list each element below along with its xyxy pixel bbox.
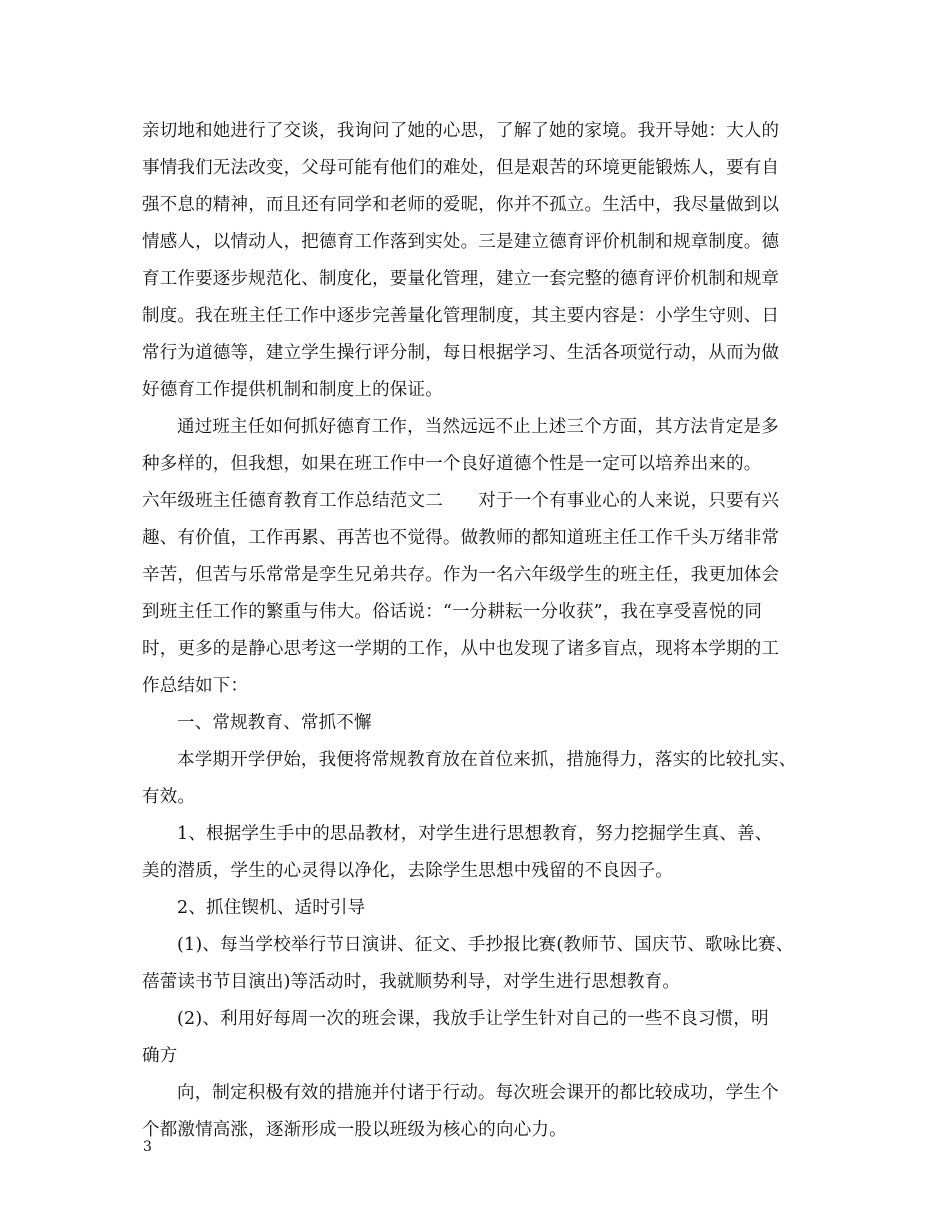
subheading-line: 一、常规教育、常抓不懈 [177,713,372,733]
subheading-line: 2、抓住锲机、适时引导 [177,898,366,918]
text-line: 个都激情高涨，逐渐形成一股以班级为核心的向心力。 [142,1120,567,1140]
section-heading: 六年级班主任德育教育工作总结范文二 对于一个有事业心的人来说，只要有兴 [142,491,780,511]
text-line: 时，更多的是静心思考这一学期的工作，从中也发现了诸多盲点，现将本学期的工 [142,639,780,659]
text-line: 确方 [142,1046,178,1066]
text-line: 有效。 [142,787,196,807]
text-line: 制度。我在班主任工作中逐步完善量化管理制度，其主要内容是：小学生守则、日 [142,306,780,326]
page-number: 3 [143,1139,152,1155]
text-line: 亲切地和她进行了交谈，我询问了她的心思，了解了她的家境。我开导她：大人的 [142,121,780,141]
text-line: 种多样的，但我想，如果在班工作中一个良好道德个性是一定可以培养出来的。 [142,454,762,474]
text-line: 趣、有价值，工作再累、再苦也不觉得。做教师的都知道班主任工作千头万绪非常 [142,528,780,548]
text-line: (1)、每当学校举行节日演讲、征文、手抄报比赛(教师节、国庆节、歌咏比赛、 [177,935,794,955]
text-line: 强不息的精神，而且还有同学和老师的爱昵，你并不孤立。生活中，我尽量做到以 [142,195,780,215]
text-line: 向，制定积极有效的措施并付诸于行动。每次班会课开的都比较成功，学生个 [177,1083,779,1103]
text-line: 本学期开学伊始，我便将常规教育放在首位来抓，措施得力，落实的比较扎实、 [177,750,797,770]
text-line: 蓓蕾读书节目演出)等活动时，我就顺势利导，对学生进行思想教育。 [142,972,681,992]
text-line: 好德育工作提供机制和制度上的保证。 [142,380,443,400]
text-line: (2)、利用好每周一次的班会课，我放手让学生针对自己的一些不良习惯，明 [177,1009,769,1029]
text-line: 辛苦，但苦与乐常常是孪生兄弟共存。作为一名六年级学生的班主任，我更加体会 [142,565,780,585]
text-line: 美的潜质，学生的心灵得以净化，去除学生思想中残留的不良因子。 [142,861,673,881]
text-line: 作总结如下： [142,676,249,696]
text-line: 1、根据学生手中的思品教材，对学生进行思想教育，努力挖掘学生真、善、 [177,824,773,844]
text-line: 到班主任工作的繁重与伟大。俗话说：“一分耕耘一分收获”，我在享受喜悦的同 [142,602,763,622]
text-line: 事情我们无法改变，父母可能有他们的难处，但是艰苦的环境更能锻炼人，要有自 [142,158,780,178]
text-line: 情感人，以情动人，把德育工作落到实处。三是建立德育评价机制和规章制度。德 [142,232,780,252]
text-line: 常行为道德等，建立学生操行评分制，每日根据学习、生活各项觉行动，从而为做 [142,343,780,363]
text-line: 通过班主任如何抓好德育工作，当然远远不止上述三个方面，其方法肯定是多 [177,417,779,437]
text-line: 育工作要逐步规范化、制度化，要量化管理，建立一套完整的德育评价机制和规章 [142,269,780,289]
